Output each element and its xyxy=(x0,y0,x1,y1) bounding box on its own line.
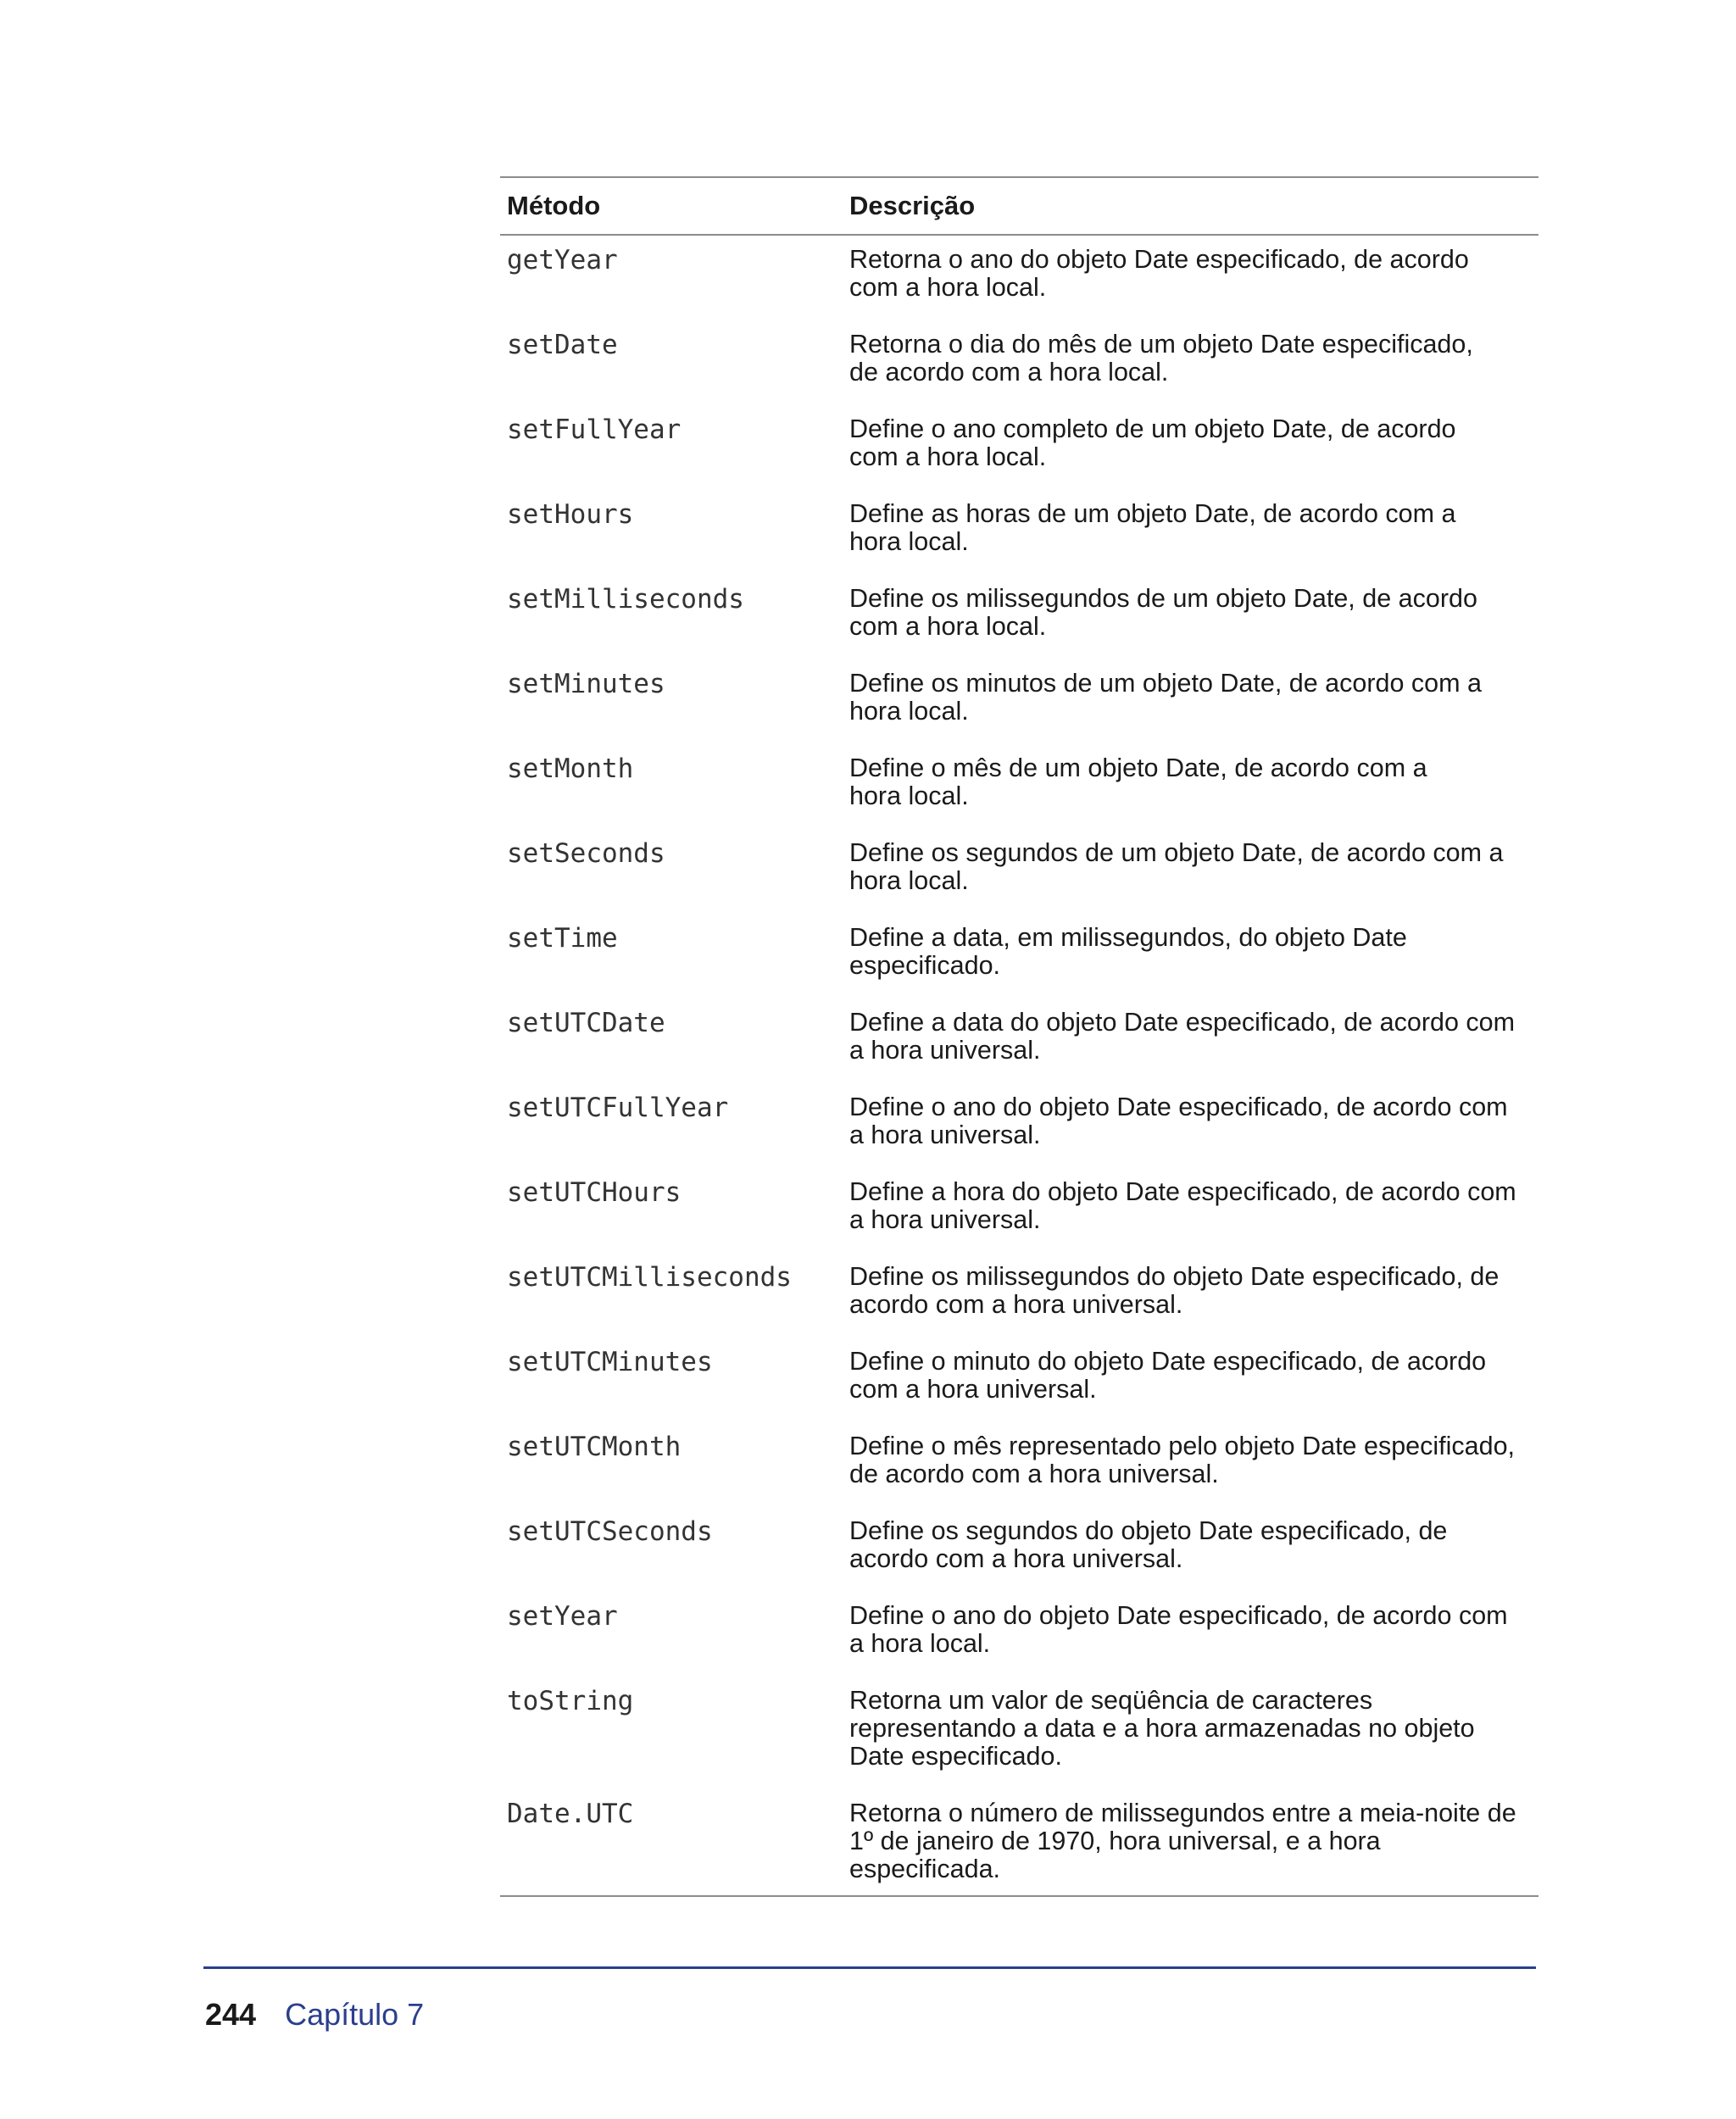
method-description: Define o mês de um objeto Date, de acordo com a hora local. xyxy=(849,754,1427,810)
table-row xyxy=(500,839,1538,895)
method-description: Retorna o ano do objeto Date especificado, de acordo com a hora local. xyxy=(849,245,1469,302)
method-name: Date.UTC xyxy=(507,1799,634,1829)
table-row xyxy=(500,924,1538,980)
method-name: setUTCSeconds xyxy=(507,1516,713,1547)
method-name: setUTCMilliseconds xyxy=(507,1262,792,1293)
method-description: Define o mês representado pelo objeto Date especificado, de acordo com a hora universal. xyxy=(849,1432,1516,1488)
method-name: setUTCDate xyxy=(507,1008,665,1038)
table-body xyxy=(500,236,1538,1895)
method-name: setMilliseconds xyxy=(507,584,744,615)
method-description: Define o ano completo de um objeto Date, de acordo com a hora local. xyxy=(849,414,1456,471)
method-name: setHours xyxy=(507,499,634,530)
method-name: setUTCHours xyxy=(507,1177,682,1208)
method-description: Define os milissegundos do objeto Date especificado, de acordo com a hora universal. xyxy=(849,1262,1500,1319)
table-row xyxy=(500,331,1538,387)
method-name: getYear xyxy=(507,245,618,275)
table-row xyxy=(500,1263,1538,1319)
method-description: Define os milissegundos de um objeto Date, de acordo com a hora local. xyxy=(849,584,1477,641)
method-name: setUTCMonth xyxy=(507,1432,682,1462)
table-row xyxy=(500,1093,1538,1149)
method-description: Define o minuto do objeto Date especificado, de acordo com a hora universal. xyxy=(849,1347,1487,1404)
method-name: setMinutes xyxy=(507,669,665,699)
method-description: Define a hora do objeto Date especificado, de acordo com a hora universal. xyxy=(849,1177,1516,1234)
methods-table xyxy=(500,176,1538,1897)
method-description: Retorna um valor de seqüência de caracteres representando a data e a hora armazenadas no objeto Date especificado. xyxy=(849,1686,1475,1771)
method-description: Define os segundos de um objeto Date, de acordo com a hora local. xyxy=(849,838,1504,895)
method-name: setFullYear xyxy=(507,414,682,445)
table-row xyxy=(500,754,1538,810)
method-name: toString xyxy=(507,1686,634,1716)
table-row xyxy=(500,670,1538,726)
method-name: setYear xyxy=(507,1601,618,1632)
method-name: setSeconds xyxy=(507,838,665,869)
method-description: Define o ano do objeto Date especificado, de acordo com a hora universal. xyxy=(849,1093,1508,1149)
chapter-label: Capítulo 7 xyxy=(285,1997,425,2032)
table-row xyxy=(500,246,1538,302)
table-row xyxy=(500,500,1538,556)
page-number: 244 xyxy=(205,1997,257,2032)
table-row xyxy=(500,1687,1538,1771)
table-row xyxy=(500,1009,1538,1065)
method-description: Retorna o dia do mês de um objeto Date especificado, de acordo com a hora local. xyxy=(849,330,1473,387)
method-description: Define a data do objeto Date especificado, de acordo com a hora universal. xyxy=(849,1008,1516,1065)
method-name: setUTCMinutes xyxy=(507,1347,713,1377)
method-name: setDate xyxy=(507,330,618,360)
method-description: Define a data, em milissegundos, do objeto Date especificado. xyxy=(849,923,1407,980)
method-description: Define os segundos do objeto Date especificado, de acordo com a hora universal. xyxy=(849,1516,1448,1573)
table-row xyxy=(500,1799,1538,1883)
method-description: Define as horas de um objeto Date, de acordo com a hora local. xyxy=(849,499,1456,556)
footer-rule xyxy=(203,1966,1536,1969)
method-description: Retorna o número de milissegundos entre a meia-noite de 1º de janeiro de 1970, hora universal, e a hora especificada. xyxy=(849,1799,1516,1883)
header-description: Descrição xyxy=(849,191,976,220)
table-row xyxy=(500,1178,1538,1234)
table-header xyxy=(500,178,1538,236)
table-row xyxy=(500,1602,1538,1658)
method-description: Define os minutos de um objeto Date, de acordo com a hora local. xyxy=(849,669,1482,726)
table-row xyxy=(500,415,1538,471)
method-name: setMonth xyxy=(507,754,634,784)
table-row xyxy=(500,1348,1538,1404)
method-name: setTime xyxy=(507,923,618,954)
table-row xyxy=(500,585,1538,641)
table-row xyxy=(500,1517,1538,1573)
table-row xyxy=(500,1432,1538,1488)
header-method: Método xyxy=(507,191,601,220)
method-description: Define o ano do objeto Date especificado, de acordo com a hora local. xyxy=(849,1601,1508,1658)
method-name: setUTCFullYear xyxy=(507,1093,729,1123)
page-footer xyxy=(205,1997,424,2033)
